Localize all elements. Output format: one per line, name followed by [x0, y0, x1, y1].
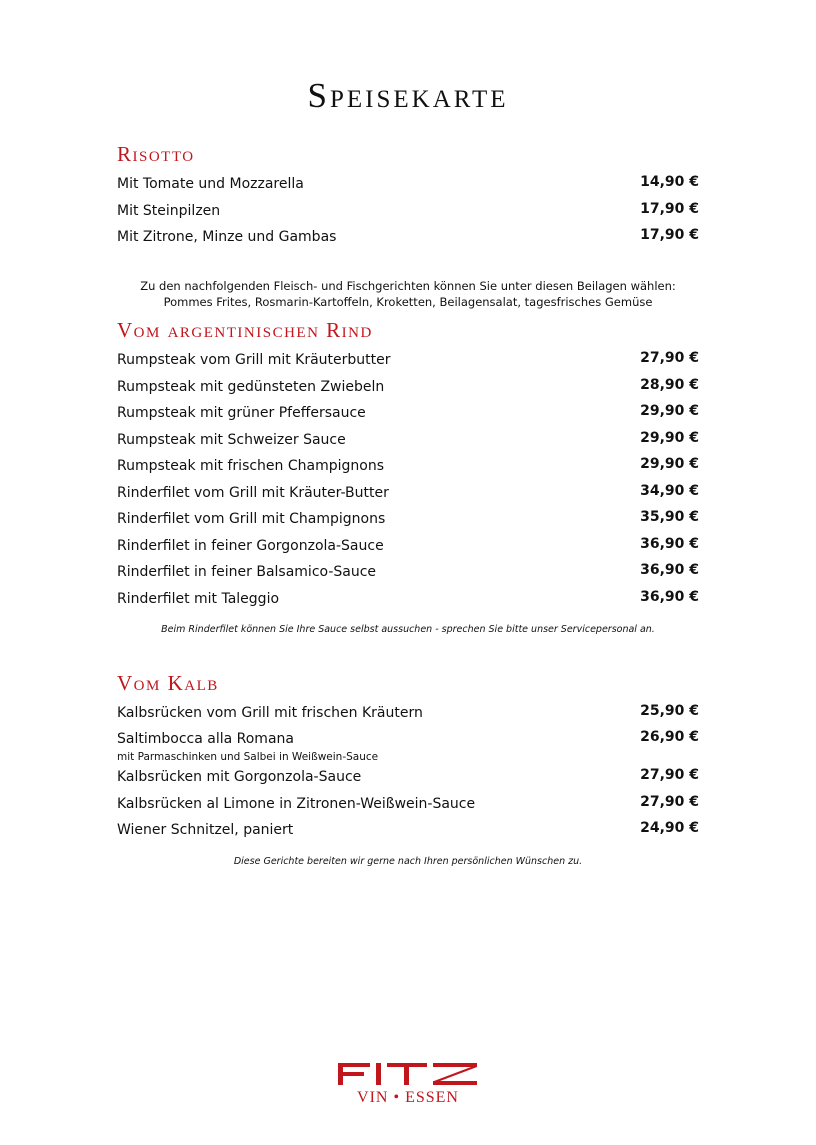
item-price: 25,90 €	[640, 703, 699, 719]
item-price: 28,90 €	[640, 377, 699, 393]
menu-item	[117, 796, 699, 818]
item-price: 29,90 €	[640, 430, 699, 446]
item-price: 35,90 €	[640, 509, 699, 525]
menu-item	[117, 538, 699, 560]
menu-item	[117, 822, 699, 844]
logo-tagline: VIN • ESSEN	[357, 1089, 459, 1106]
section-heading-kalb: Vom Kalb	[117, 671, 219, 695]
sides-note-line2: Pommes Frites, Rosmarin-Kartoffeln, Kroketten, Beilagensalat, tagesfrisches Gemüse	[163, 295, 653, 309]
item-name: Saltimbocca alla Romana	[117, 731, 294, 747]
item-price: 27,90 €	[640, 794, 699, 810]
kalb-note: Diese Gerichte bereiten wir gerne nach Ihren persönlichen Wünschen zu.	[233, 856, 583, 867]
item-name: Rumpsteak mit gedünsteten Zwiebeln	[117, 379, 385, 395]
item-name: Rinderfilet in feiner Gorgonzola-Sauce	[117, 538, 384, 554]
menu-item	[117, 731, 699, 753]
item-name: Rinderfilet vom Grill mit Champignons	[117, 511, 386, 527]
menu-item	[117, 591, 699, 613]
menu-item	[117, 511, 699, 533]
item-price: 36,90 €	[640, 589, 699, 605]
item-price: 36,90 €	[640, 562, 699, 578]
logo-wordmark	[336, 1062, 480, 1086]
item-name: Rumpsteak mit Schweizer Sauce	[117, 432, 346, 448]
menu-item	[117, 485, 699, 507]
item-price: 17,90 €	[640, 227, 699, 243]
menu-item	[117, 229, 699, 251]
item-name: Kalbsrücken mit Gorgonzola-Sauce	[117, 769, 362, 785]
menu-item	[117, 458, 699, 480]
menu-item	[117, 203, 699, 225]
item-name: Wiener Schnitzel, paniert	[117, 822, 294, 838]
item-price: 17,90 €	[640, 201, 699, 217]
item-price: 36,90 €	[640, 536, 699, 552]
menu-item	[117, 769, 699, 791]
menu-item	[117, 379, 699, 401]
menu-item	[117, 564, 699, 586]
menu-item	[117, 432, 699, 454]
item-name: Mit Zitrone, Minze und Gambas	[117, 229, 337, 245]
item-price: 29,90 €	[640, 403, 699, 419]
item-name: Rinderfilet in feiner Balsamico-Sauce	[117, 564, 377, 580]
item-name: Rumpsteak vom Grill mit Kräuterbutter	[117, 352, 391, 368]
rind-note: Beim Rinderfilet können Sie Ihre Sauce selbst aussuchen - sprechen Sie bitte unser Servicepersonal an.	[161, 624, 655, 635]
section-heading-risotto: Risotto	[117, 142, 195, 166]
item-name: Mit Steinpilzen	[117, 203, 221, 219]
sides-note-line1: Zu den nachfolgenden Fleisch- und Fischgerichten können Sie unter diesen Beilagen wählen:	[140, 279, 676, 293]
item-name: Rinderfilet vom Grill mit Kräuter-Butter	[117, 485, 389, 501]
menu-item	[117, 705, 699, 727]
item-name: Rumpsteak mit grüner Pfeffersauce	[117, 405, 366, 421]
section-heading-rind: Vom argentinischen Rind	[117, 318, 373, 342]
item-price: 24,90 €	[640, 820, 699, 836]
item-price: 26,90 €	[640, 729, 699, 745]
item-price: 29,90 €	[640, 456, 699, 472]
item-price: 27,90 €	[640, 350, 699, 366]
item-price: 34,90 €	[640, 483, 699, 499]
item-name: Kalbsrücken vom Grill mit frischen Kräutern	[117, 705, 423, 721]
menu-item	[117, 176, 699, 198]
item-name: Kalbsrücken al Limone in Zitronen-Weißwein-Sauce	[117, 796, 476, 812]
item-name: Rumpsteak mit frischen Champignons	[117, 458, 385, 474]
item-subtitle: mit Parmaschinken und Salbei in Weißwein-Sauce	[117, 751, 379, 763]
menu-item	[117, 352, 699, 374]
page-title: Speisekarte	[307, 76, 509, 115]
item-name: Rinderfilet mit Taleggio	[117, 591, 280, 607]
item-price: 27,90 €	[640, 767, 699, 783]
menu-item	[117, 405, 699, 427]
item-name: Mit Tomate und Mozzarella	[117, 176, 304, 192]
item-price: 14,90 €	[640, 174, 699, 190]
fitz-logo	[336, 1062, 480, 1110]
